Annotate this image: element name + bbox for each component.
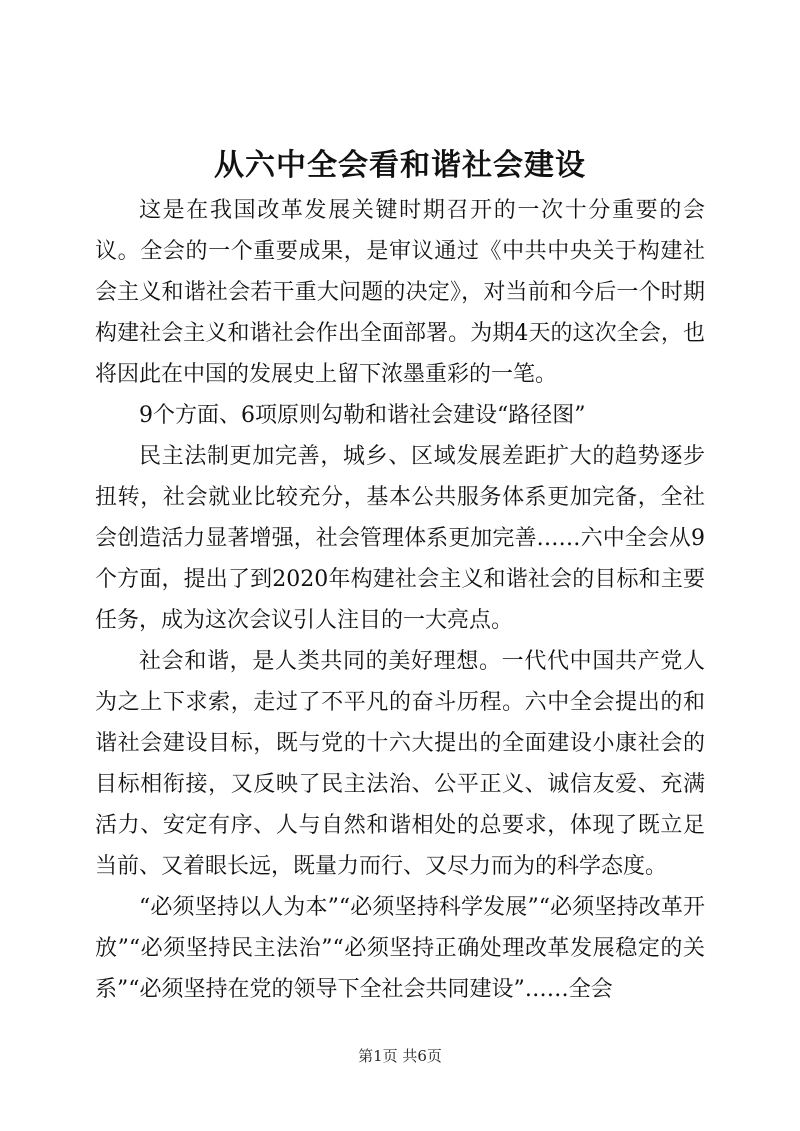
document-body (95, 190, 705, 1010)
paragraph-goals: 民主法制更加完善，城乡、区域发展差距扩大的趋势逐步扭转，社会就业比较充分，基本公共服务体系更加完备，全社会创造活力显著增强，社会管理体系更加完善……六中全会从9个方面，提出了到2020年构建社会主义和谐社会的目标和主要任务，成为这次会议引人注目的一大亮点。 (95, 444, 705, 633)
paragraph-subheading: 9个方面、6项原则勾勒和谐社会建设“路径图” (139, 403, 586, 428)
paragraph-harmony: 社会和谐，是人类共同的美好理想。一代代中国共产党人为之上下求索，走过了不平凡的奋斗历程。六中全会提出的和谐社会建设目标，既与党的十六大提出的全面建设小康社会的目标相衔接，又反映了民主法治、公平正义、诚信友爱、充满活力、安定有序、人与自然和谐相处的总要求，体现了既立足当前、又着眼长远，既量力而行、又尽力而为的科学态度。 (95, 649, 705, 879)
document-title: 从六中全会看和谐社会建设 (214, 148, 586, 183)
paragraph-principles: “必须坚持以人为本”“必须坚持科学发展”“必须坚持改革开放”“必须坚持民主法治”“必须坚持正确处理改革发展稳定的关系”“必须坚持在党的领导下全社会共同建设”……全会 (95, 895, 705, 1002)
page-footer: 第1页 共6页 (358, 1047, 442, 1065)
paragraph-intro: 这是在我国改革发展关键时期召开的一次十分重要的会议。全会的一个重要成果，是审议通过《中共中央关于构建社会主义和谐社会若干重大问题的决定》，对当前和今后一个时期构建社会主义和谐社会作出全面部署。为期4天的这次全会，也将因此在中国的发展史上留下浓墨重彩的一笔。 (95, 198, 705, 387)
